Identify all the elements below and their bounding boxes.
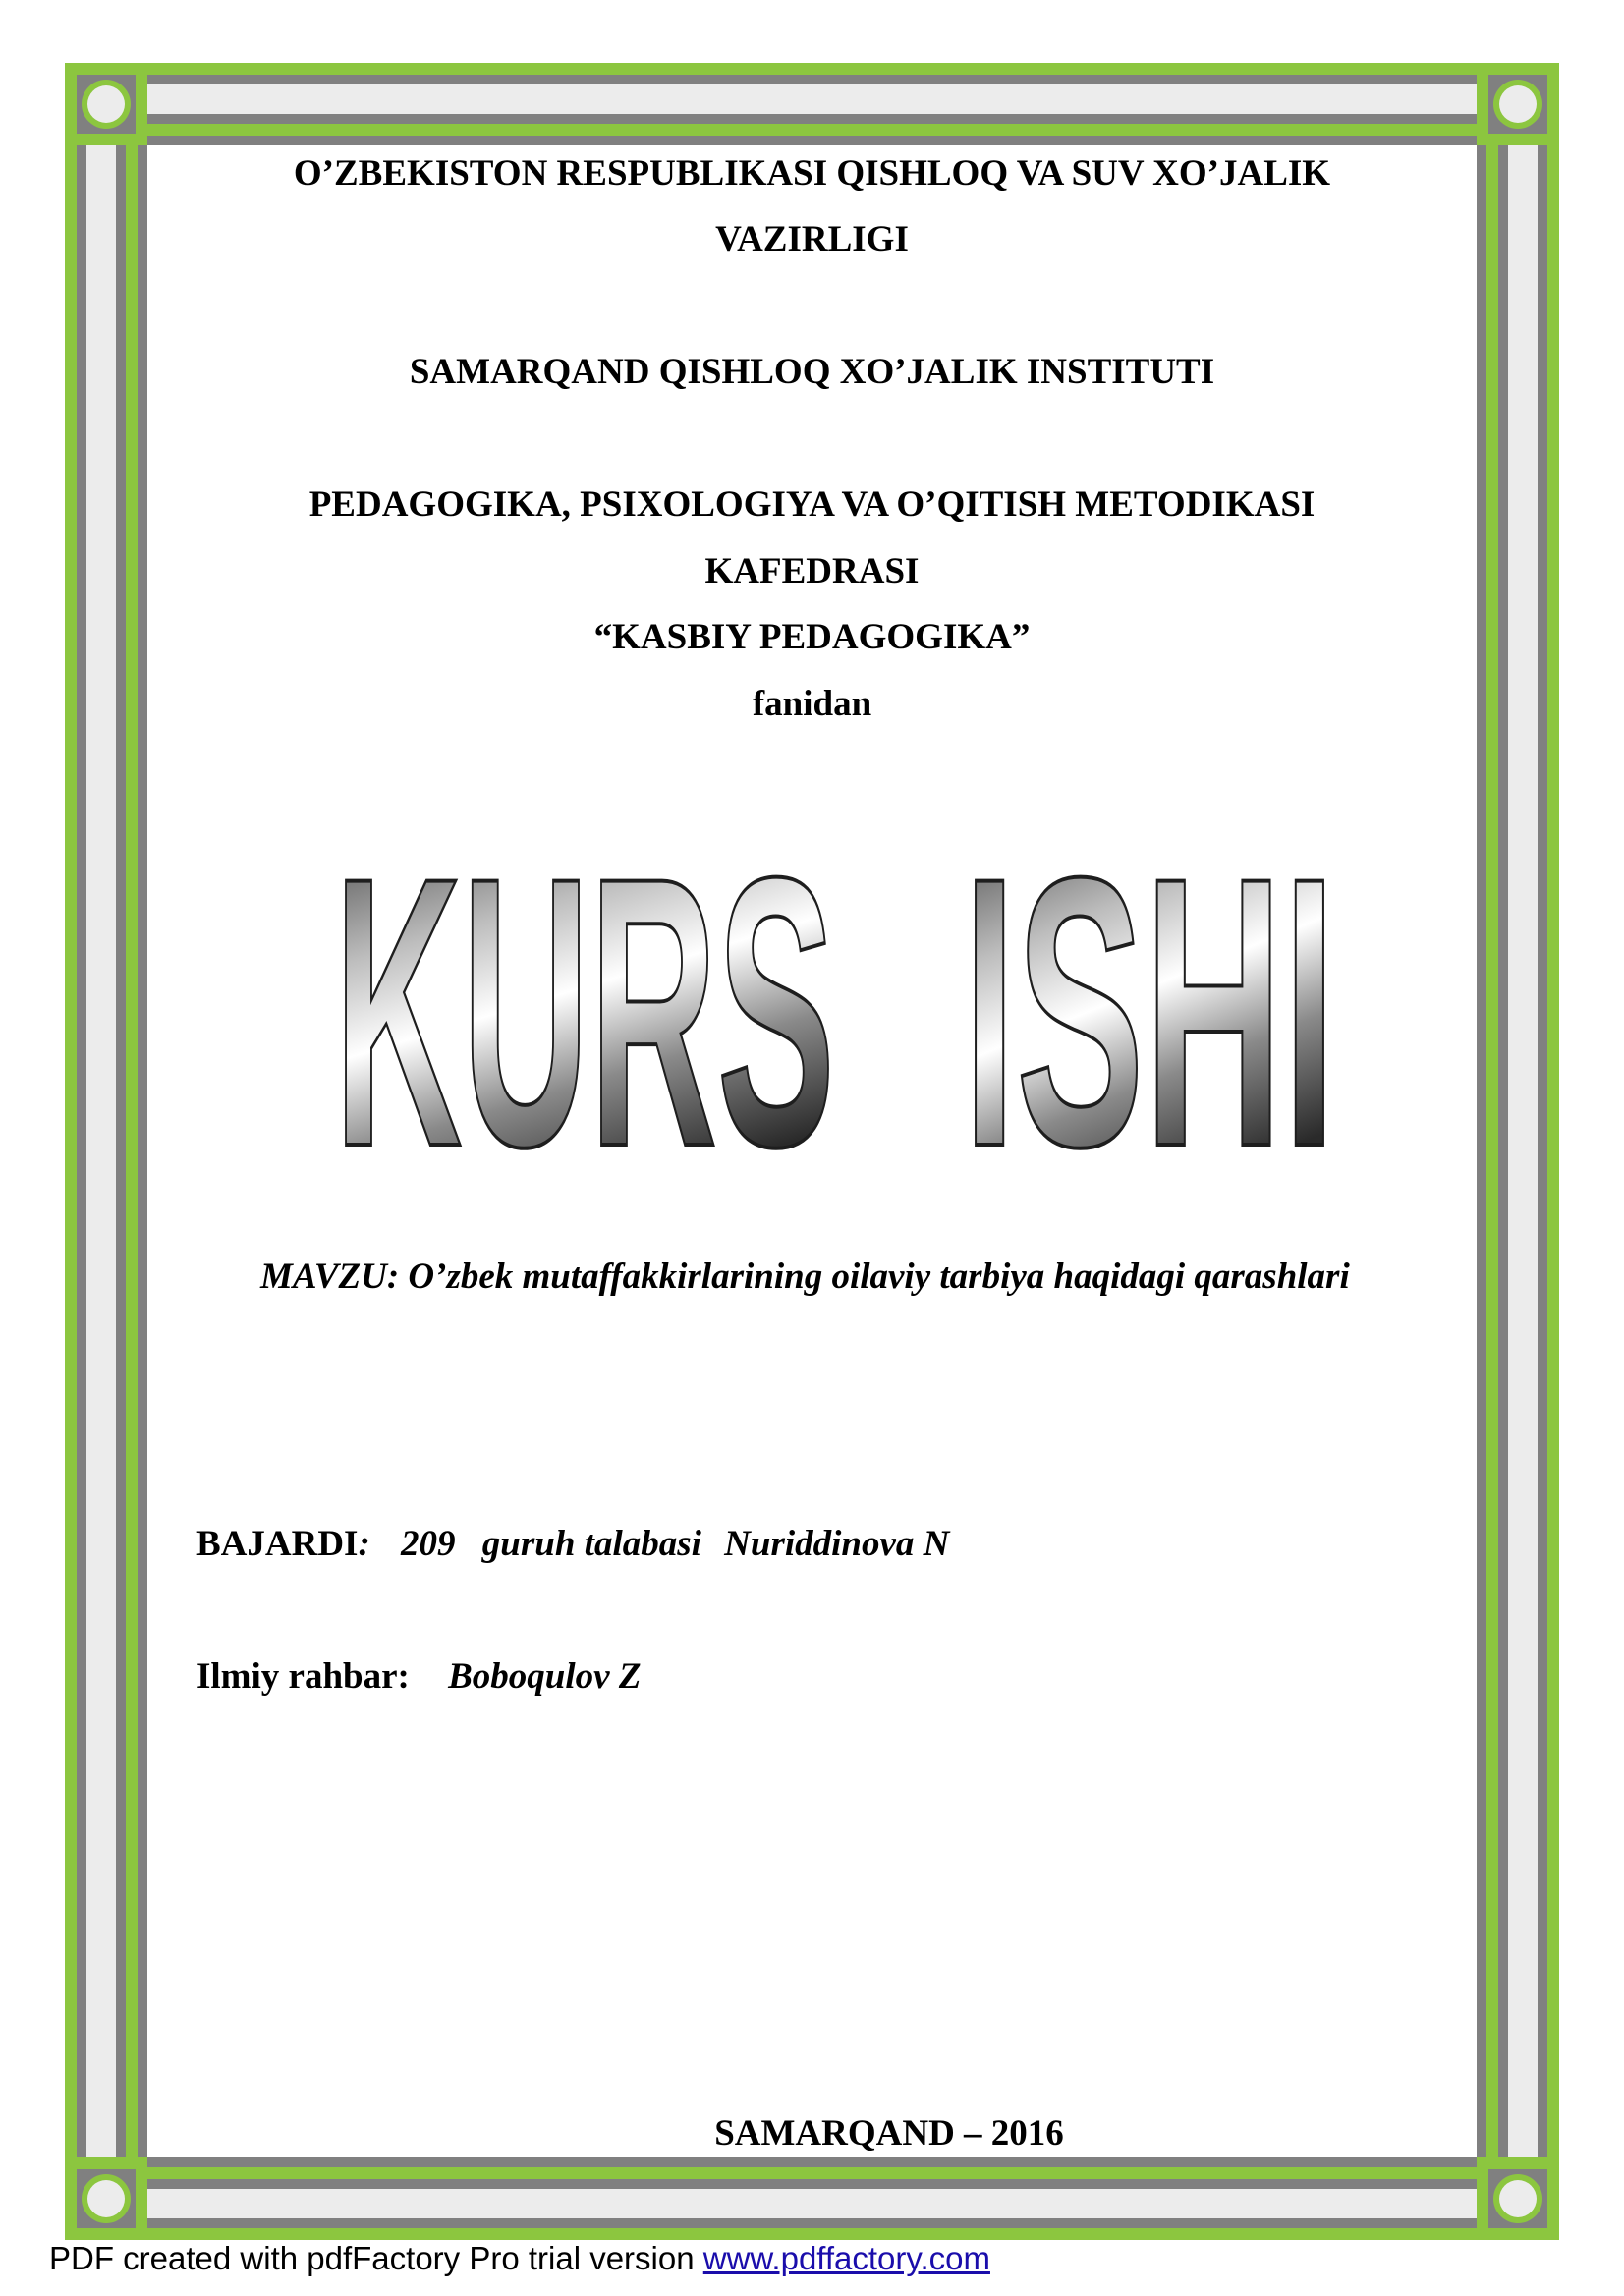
border-bottom: [65, 2157, 1559, 2240]
footer-text: PDF created with pdfFactory Pro trial version: [49, 2240, 703, 2276]
title-word-kurs: KURS: [334, 806, 835, 1179]
department-name-line1: PEDAGOGIKA, PSIXOLOGIYA VA O’QITISH METODIKASI: [308, 484, 1316, 525]
supervisor-line: [196, 1655, 641, 1698]
corner-bottom-left: [65, 2157, 147, 2240]
border-top: [65, 63, 1559, 145]
place-year: SAMARQAND – 2016: [714, 2113, 1064, 2154]
document-title: [324, 806, 1356, 1179]
author-line: [196, 1523, 949, 1565]
footer-link[interactable]: www.pdffactory.com: [702, 2240, 990, 2276]
pdf-footer: [49, 2240, 990, 2277]
subject-name: “KASBIY PEDAGOGIKA”: [593, 617, 1031, 657]
topic-line: [260, 1256, 1350, 1298]
topic-text: O’zbek mutaffakkirlarining oilaviy tarbiya haqidagi qarashlari: [399, 1257, 1350, 1297]
title-word-ishi: ISHI: [963, 806, 1336, 1179]
supervisor-name: Boboqulov Z: [448, 1656, 642, 1697]
ministry-name-line1: O’ZBEKISTON RESPUBLIKASI QISHLOQ VA SUV XO’JALIK: [293, 153, 1331, 194]
ministry-name-line2: VAZIRLIGI: [715, 219, 909, 259]
author-label-colon: :: [358, 1524, 370, 1564]
subject-suffix: fanidan: [752, 684, 872, 724]
corner-top-left: [65, 63, 147, 145]
author-group: 209: [401, 1524, 456, 1564]
corner-top-right: [1477, 63, 1559, 145]
supervisor-label: Ilmiy rahbar:: [196, 1656, 410, 1697]
department-name-line2: KAFEDRASI: [704, 551, 920, 591]
topic-label: MAVZU:: [260, 1257, 400, 1297]
corner-bottom-right: [1477, 2157, 1559, 2240]
author-label: BAJARDI: [196, 1524, 359, 1564]
author-role: guruh talabasi: [481, 1524, 701, 1564]
institute-name: SAMARQAND QISHLOQ XO’JALIK INSTITUTI: [409, 352, 1215, 392]
author-name: Nuriddinova N: [724, 1524, 950, 1564]
